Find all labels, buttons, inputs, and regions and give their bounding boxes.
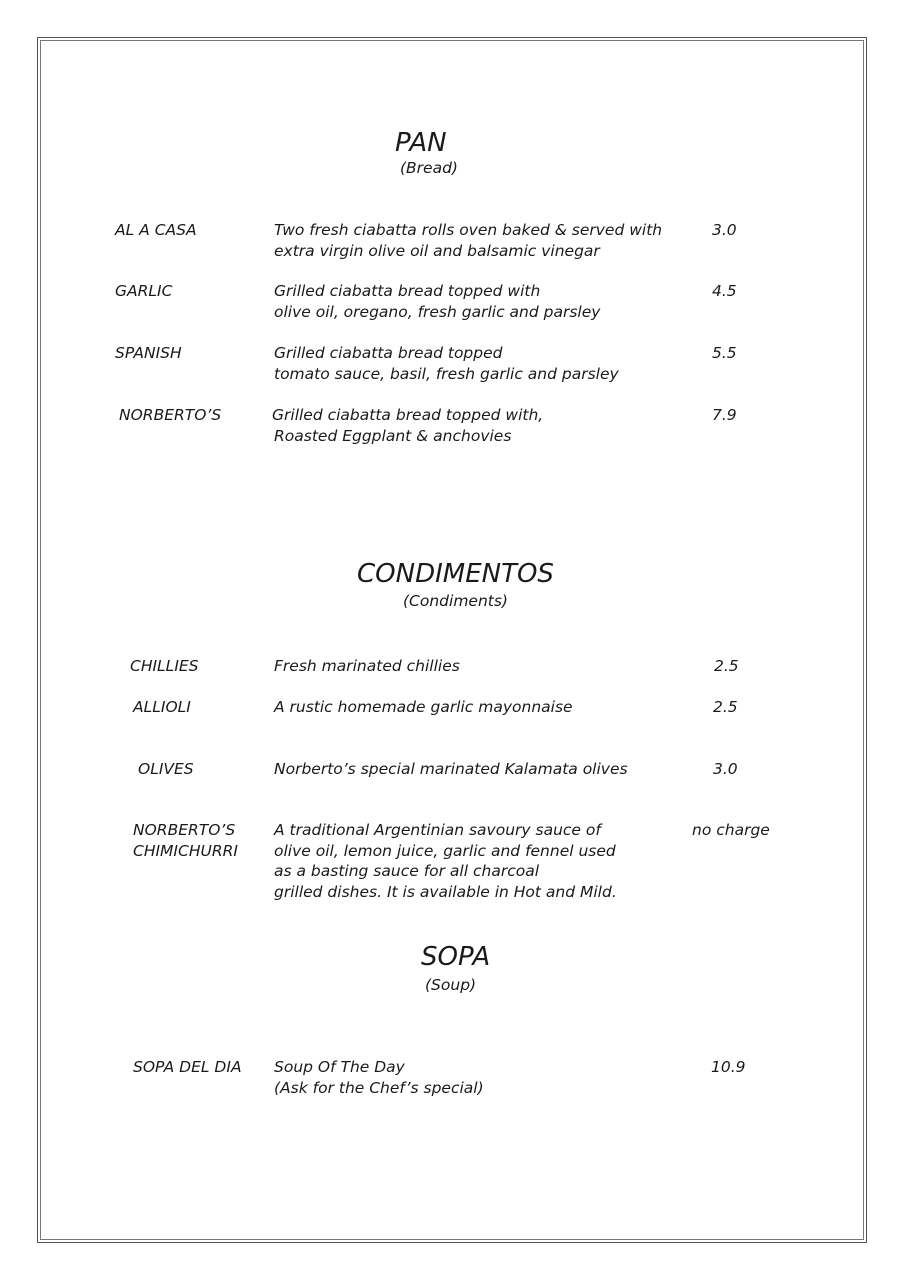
item-description-line: Two fresh ciabatta rolls oven baked & served with (274, 221, 663, 239)
item-name-line: OLIVES (138, 760, 194, 778)
item-name (138, 759, 194, 780)
item-name-line: CHILLIES (130, 657, 199, 675)
item-price: 4.5 (712, 282, 737, 300)
section-subtitle-sopa: (Soup) (425, 976, 477, 994)
item-description-line: extra virgin olive oil and balsamic vinegar (274, 241, 600, 260)
item-description-line: Grilled ciabatta bread topped with, (272, 406, 544, 424)
item-name (130, 656, 199, 677)
item-name: GARLIC (115, 282, 173, 300)
item-description-line: Fresh marinated chillies (274, 657, 460, 675)
item-description (272, 405, 543, 446)
section-title-condimentos: CONDIMENTOS (357, 559, 554, 589)
item-description-line: A traditional Argentinian savoury sauce of (274, 821, 601, 839)
item-description (274, 759, 628, 780)
section-title-pan: PAN (395, 128, 447, 158)
item-price: 10.9 (711, 1058, 746, 1076)
item-description-line: Soup Of The Day (274, 1058, 405, 1076)
item-description-line: Roasted Eggplant & anchovies (274, 426, 512, 445)
item-name: SOPA DEL DIA (133, 1058, 242, 1076)
item-description (274, 343, 619, 384)
item-price: 3.0 (712, 221, 737, 239)
item-name (133, 697, 191, 718)
item-description (274, 697, 573, 718)
item-description-line: Grilled ciabatta bread topped with (274, 282, 541, 300)
item-name-line: ALLIOLI (133, 698, 191, 716)
item-description-line: tomato sauce, basil, fresh garlic and parsley (274, 364, 619, 383)
item-price: 3.0 (713, 760, 738, 778)
item-name-line: CHIMICHURRI (133, 841, 238, 860)
item-price: no charge (692, 821, 770, 839)
item-description-line: grilled dishes. It is available in Hot and Mild. (274, 882, 617, 901)
item-name: NORBERTO’S (119, 406, 222, 424)
item-description-line: as a basting sauce for all charcoal (274, 862, 539, 880)
item-description-line: Norberto’s special marinated Kalamata olives (274, 760, 628, 778)
item-name: AL A CASA (115, 221, 197, 239)
section-subtitle-condimentos: (Condiments) (403, 592, 508, 610)
item-description-line: Grilled ciabatta bread topped (274, 344, 503, 362)
item-description (274, 1057, 484, 1098)
item-description (274, 820, 617, 902)
item-name (133, 820, 238, 861)
item-description (274, 220, 662, 261)
section-title-sopa: SOPA (421, 942, 491, 972)
item-price: 2.5 (714, 657, 739, 675)
item-description-line: A rustic homemade garlic mayonnaise (274, 698, 573, 716)
item-description (274, 281, 600, 322)
item-name: SPANISH (115, 344, 182, 362)
item-price: 2.5 (713, 698, 738, 716)
item-description-line: olive oil, lemon juice, garlic and fennel used (274, 841, 616, 860)
item-description-line: olive oil, oregano, fresh garlic and parsley (274, 302, 601, 321)
section-subtitle-pan: (Bread) (400, 159, 458, 177)
item-price: 5.5 (712, 344, 737, 362)
item-description (274, 656, 460, 677)
item-name-line: NORBERTO’S (133, 821, 236, 839)
item-description-line: (Ask for the Chef’s special) (274, 1078, 484, 1097)
item-price: 7.9 (712, 406, 737, 424)
